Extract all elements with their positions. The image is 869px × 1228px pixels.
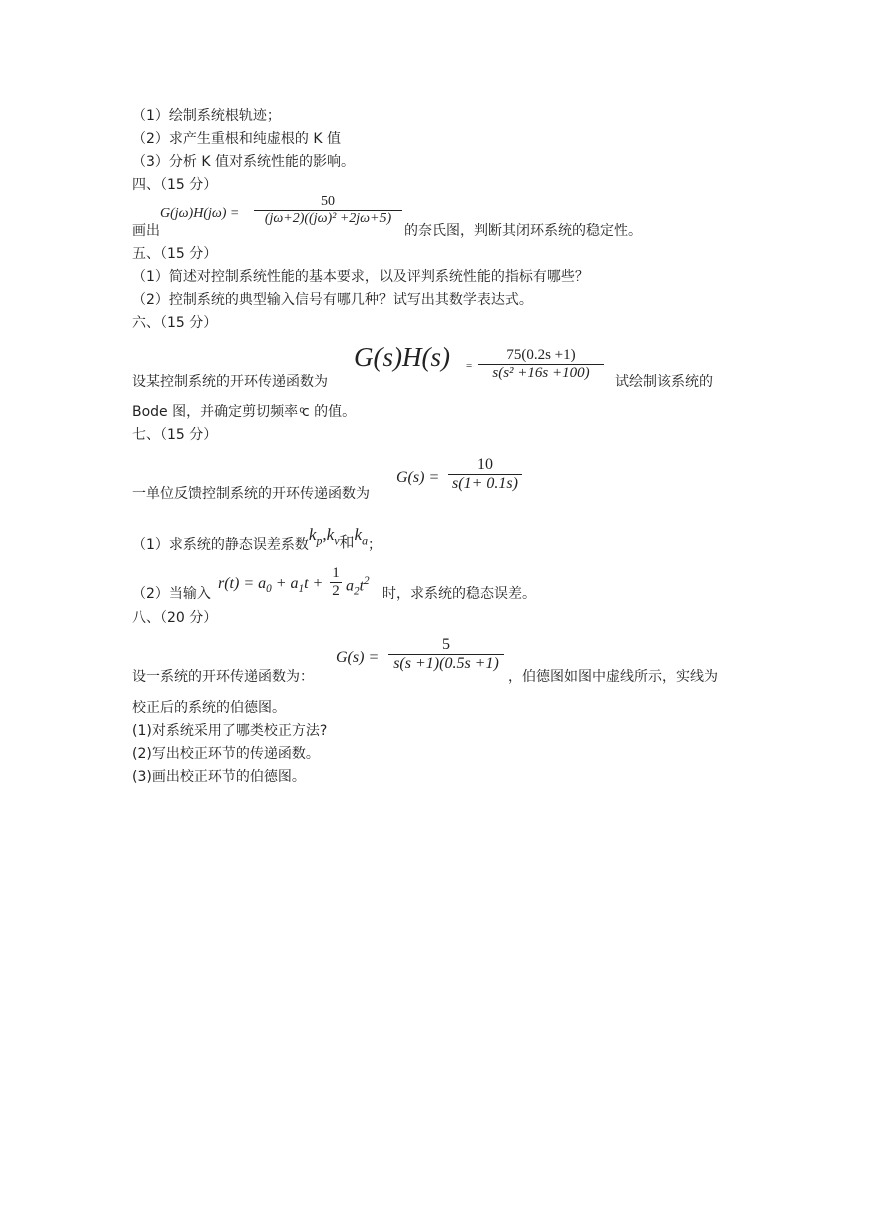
q3-item-3: （3）分析 K 值对系统性能的影响。 xyxy=(132,154,355,170)
r-lhs: r(t) = a xyxy=(218,575,267,592)
a2-subscript: 2 xyxy=(354,585,360,598)
section-4-prefix: 画出 xyxy=(132,223,160,239)
t-superscript: 2 xyxy=(364,575,370,587)
static-error-coefficients xyxy=(308,525,340,548)
ka-group xyxy=(354,525,369,548)
q7-item-1-end: ； xyxy=(368,537,383,553)
a2-symbol: a xyxy=(346,577,354,595)
input-signal-formula-tail xyxy=(346,575,370,598)
omega-c-symbol: ͨc xyxy=(302,404,310,420)
section-6-line-2 xyxy=(132,402,356,422)
half-numerator: 1 xyxy=(332,565,340,581)
r-plus-a1: + a xyxy=(271,575,299,592)
q8-item-1: (1)对系统采用了哪类校正方法? xyxy=(132,723,328,739)
section-4-heading: 四、（15 分） xyxy=(132,177,218,193)
q8-item-2: (2)写出校正环节的传递函数。 xyxy=(132,746,320,762)
formula-6-equals: = xyxy=(466,360,473,372)
section-7-heading: 七、（15 分） xyxy=(132,427,218,443)
formula-6-numerator: 75(0.2s +1) xyxy=(506,347,576,363)
section-6-line-2-text: Bode 图，并确定剪切频率 xyxy=(132,404,303,420)
kv-symbol: k xyxy=(326,525,335,544)
q5-item-1: （1）简述对控制系统性能的基本要求，以及评判系统性能的指标有哪些？ xyxy=(132,269,589,285)
input-signal-formula xyxy=(218,575,323,595)
formula-7-lhs: G(s) = xyxy=(396,469,440,486)
formula-4-denominator: (jω+2)((jω)² +2jω+5) xyxy=(264,211,392,226)
kp-symbol: k xyxy=(308,525,317,544)
formula-7-denominator: s(1+ 0.1s) xyxy=(452,475,518,492)
section-8-suffix: ，伯德图如图中虚线所示，实线为 xyxy=(508,669,718,685)
ka-subscript: a xyxy=(362,533,369,548)
section-6-line-2-end: 的值。 xyxy=(309,404,357,420)
q7-item-1-text: （1）求系统的静态误差系数 xyxy=(132,537,309,553)
formula-8-numerator: 5 xyxy=(442,636,450,653)
formula-6-lhs: G(s)H(s) xyxy=(354,342,450,372)
section-8-heading: 八、（20 分） xyxy=(132,610,218,626)
formula-7-numerator: 10 xyxy=(477,456,493,473)
ka-symbol: k xyxy=(354,525,363,544)
section-8-line-2: 校正后的系统的伯德图。 xyxy=(132,700,286,716)
and-text: 和 xyxy=(339,533,355,551)
q3-item-2: （2）求产生重根和纯虚根的 K 值 xyxy=(132,131,341,147)
half-denominator: 2 xyxy=(332,583,340,599)
kp-subscript: p xyxy=(316,533,323,548)
q8-item-3: (3)画出校正环节的伯德图。 xyxy=(132,769,306,785)
half-fraction xyxy=(330,565,342,600)
q7-item-1 xyxy=(132,525,383,559)
formula-4-numerator: 50 xyxy=(321,194,335,209)
formula-6-fraction xyxy=(478,347,604,382)
section-6-prefix: 设某控制系统的开环传递函数为 xyxy=(132,374,328,390)
q7-item-2-prefix: （2）当输入 xyxy=(132,586,211,602)
section-6-heading: 六、（15 分） xyxy=(132,315,218,331)
q7-item-2-suffix: 时，求系统的稳态误差。 xyxy=(382,586,536,602)
comma: , xyxy=(322,525,327,544)
section-7-prefix: 一单位反馈控制系统的开环传递函数为 xyxy=(132,486,370,502)
a0-subscript: 0 xyxy=(266,583,272,596)
formula-6-denominator: s(s² +16s +100) xyxy=(492,365,590,381)
formula-8-fraction xyxy=(388,636,504,673)
section-4-text: 的奈氏图，判断其闭环系统的稳定性。 xyxy=(404,223,642,239)
q3-item-1: （1）绘制系统根轨迹； xyxy=(132,108,281,124)
formula-4-fraction xyxy=(254,194,402,227)
section-6-suffix: 试绘制该系统的 xyxy=(615,374,713,390)
formula-8-denominator: s(s +1)(0.5s +1) xyxy=(393,655,499,672)
formula-7-fraction xyxy=(448,456,522,493)
section-8-prefix: 设一系统的开环传递函数为： xyxy=(132,669,314,685)
t-symbol: t xyxy=(359,577,365,595)
formula-4-lhs: G(jω)H(jω) = xyxy=(160,206,240,221)
formula-8-lhs: G(s) = xyxy=(336,649,380,666)
r-t-plus: t + xyxy=(304,575,324,592)
q5-item-2: （2）控制系统的典型输入信号有哪几种？试写出其数学表达式。 xyxy=(132,292,533,308)
a1-subscript: 1 xyxy=(298,583,305,596)
section-5-heading: 五、（15 分） xyxy=(132,246,218,262)
kv-subscript: v xyxy=(334,533,340,548)
